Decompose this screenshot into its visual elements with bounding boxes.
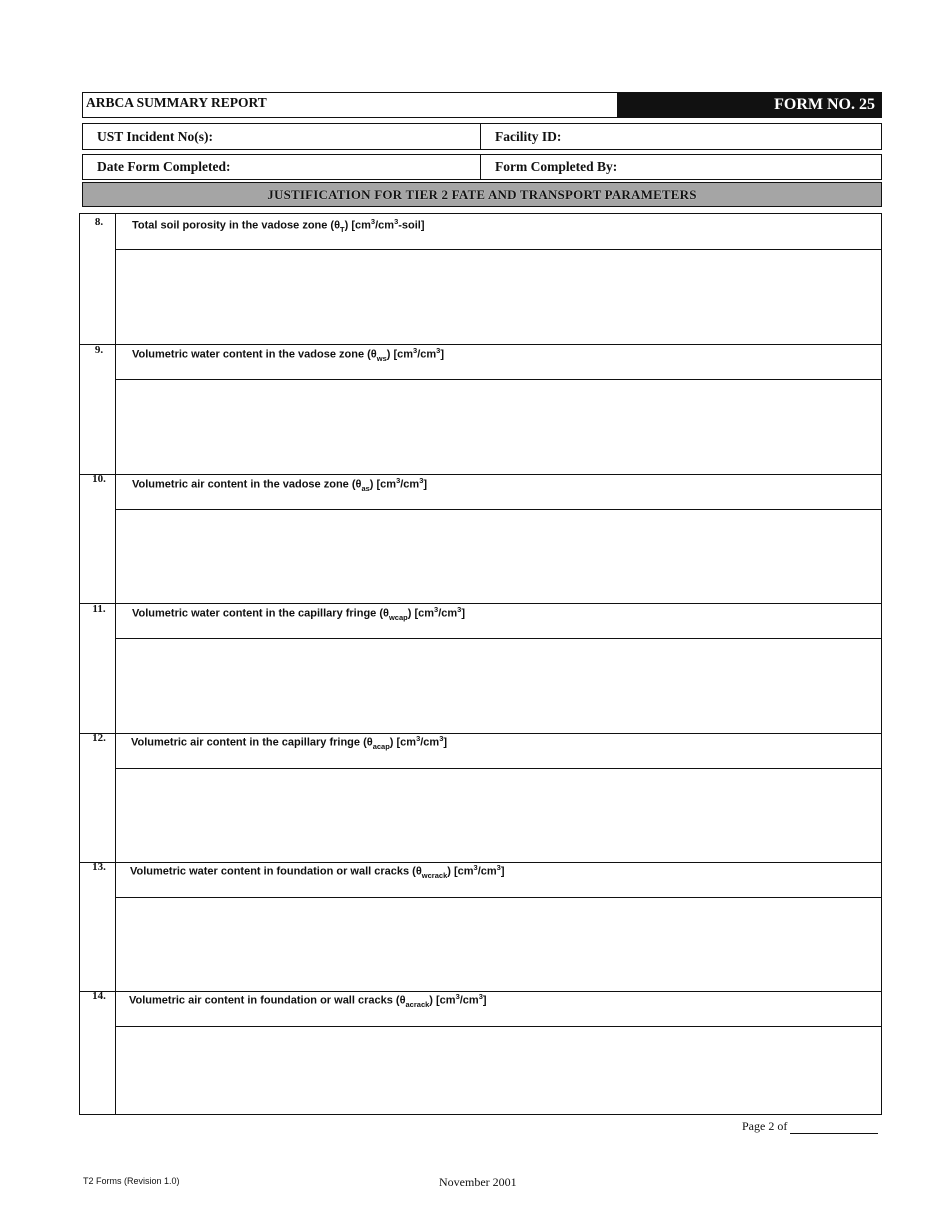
ust-incident-field[interactable] xyxy=(83,124,480,149)
question-number: 10. xyxy=(92,473,106,485)
question-divider xyxy=(80,474,881,475)
footer-date: November 2001 xyxy=(439,1175,517,1189)
question-number: 12. xyxy=(92,732,106,744)
question-number: 11. xyxy=(92,603,106,615)
question-label: Volumetric water content in the vadose zone $(\theta_{ws})$ $[cm^3/cm^3]$ xyxy=(132,346,445,363)
question-label: Volumetric air content in foundation or wall cracks $(\theta_{acrack})$ $[cm^3/cm^3]$ xyxy=(129,992,487,1009)
ust-incident-label: UST Incident No(s): xyxy=(97,128,214,144)
questions-table xyxy=(79,213,882,1115)
question-label: Volumetric water content in foundation or wall cracks $(\theta_{wcrack})$ $[cm^3/cm^3]$ xyxy=(130,863,505,880)
answer-area[interactable] xyxy=(116,769,881,861)
completed-by-field[interactable] xyxy=(480,155,881,179)
question-number: 13. xyxy=(92,861,106,873)
date-completed-row xyxy=(82,154,882,180)
answer-area[interactable] xyxy=(116,510,881,603)
question-number: 8. xyxy=(94,216,104,228)
form-number-badge: FORM NO. 25 xyxy=(617,93,881,117)
page-total-blank-line[interactable] xyxy=(790,1133,878,1134)
question-label: Total soil porosity in the vadose zone $(\theta_T)$ $[cm^3/cm^3-soil]$ xyxy=(132,217,425,234)
page-number-label: Page 2 of xyxy=(742,1119,788,1133)
report-header-row xyxy=(82,92,882,118)
question-divider xyxy=(80,603,881,604)
answer-area[interactable] xyxy=(116,380,881,473)
answer-area[interactable] xyxy=(116,639,881,732)
question-label: Volumetric water content in the capillary fringe $(\theta_{wcap})$ $[cm^3/cm^3]$ xyxy=(132,605,465,622)
answer-area[interactable] xyxy=(116,898,881,990)
question-number: 9. xyxy=(94,344,104,356)
completed-by-label: Form Completed By: xyxy=(495,159,618,174)
date-completed-field[interactable] xyxy=(83,155,480,179)
question-number: 14. xyxy=(92,990,106,1002)
incident-facility-row xyxy=(82,123,882,150)
forms-revision: T2 Forms (Revision 1.0) xyxy=(83,1176,180,1186)
question-label: Volumetric air content in the capillary fringe $(\theta_{acap})$ $[cm^3/cm^3]$ xyxy=(131,734,448,751)
question-divider xyxy=(80,344,881,345)
section-banner: JUSTIFICATION FOR TIER 2 FATE AND TRANSPORT PARAMETERS xyxy=(82,182,882,207)
facility-id-label: Facility ID: xyxy=(495,128,562,144)
answer-area[interactable] xyxy=(116,250,881,343)
answer-area[interactable] xyxy=(116,1027,881,1114)
report-title: ARBCA SUMMARY REPORT xyxy=(86,95,267,110)
facility-id-field[interactable] xyxy=(480,124,881,149)
question-label: Volumetric air content in the vadose zone $(\theta_{as})$ $[cm^3/cm^3]$ xyxy=(132,476,428,493)
date-completed-label: Date Form Completed: xyxy=(97,159,231,174)
